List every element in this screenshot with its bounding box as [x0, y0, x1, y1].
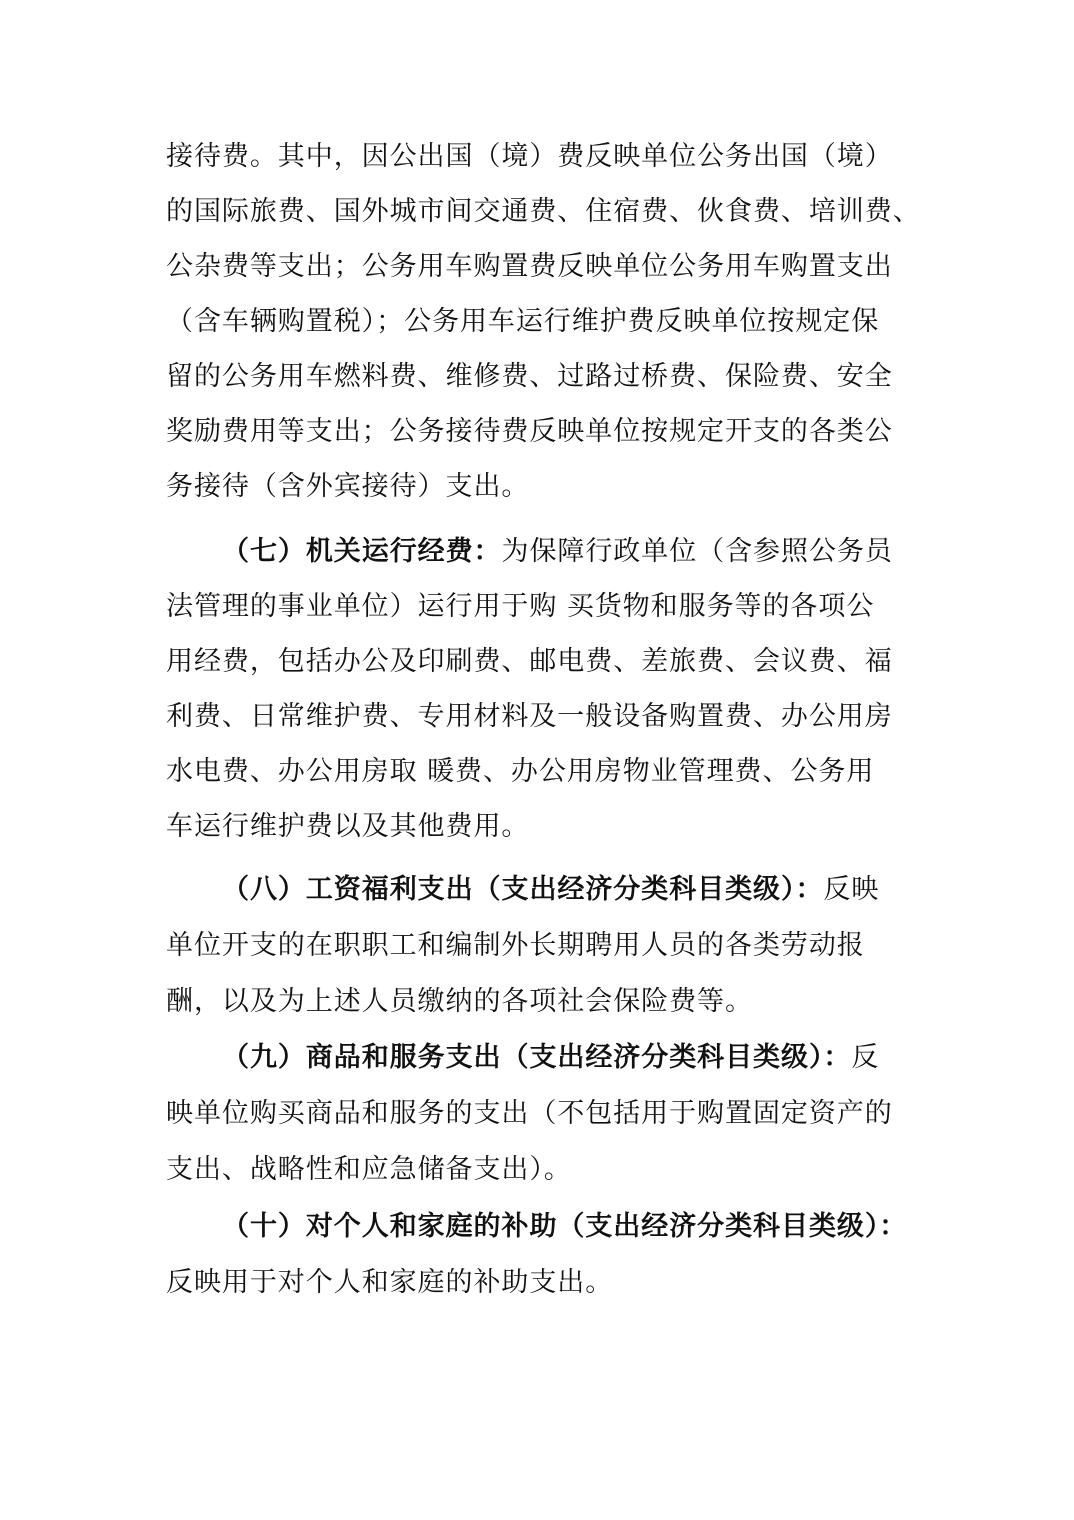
paragraph-text: 反映	[823, 874, 880, 905]
section-heading: （九）商品和服务支出（支出经济分类科目类级）：	[222, 1042, 852, 1073]
section-heading: （八）工资福利支出（支出经济分类科目类级）：	[222, 874, 824, 905]
paragraph-line: 车运行维护费以及其他费用。	[166, 811, 530, 842]
paragraph-line: 单位开支的在职职工和编制外长期聘用人员的各类劳动报	[166, 930, 865, 961]
paragraph-text: 为保障行政单位（含参照公务员	[501, 536, 893, 567]
paragraph-line: 接待费。其中，因公出国（境）费反映单位公务出国（境）	[166, 141, 893, 172]
paragraph-line: 水电费、办公用房取 暖费、办公用房物业管理费、公务用	[166, 756, 875, 787]
paragraph-line: 务接待（含外宾接待）支出。	[166, 471, 530, 502]
paragraph-line: 反映用于对个人和家庭的补助支出。	[166, 1267, 614, 1298]
paragraph-first-line	[222, 1207, 926, 1247]
paragraph-line: （含车辆购置税）；公务用车运行维护费反映单位按规定保	[166, 306, 880, 337]
paragraph-line: 利费、日常维护费、专用材料及一般设备购置费、办公用房	[166, 701, 893, 732]
paragraph-line: 用经费，包括办公及印刷费、邮电费、差旅费、会议费、福	[166, 646, 893, 677]
paragraph-line: 支出、战略性和应急储备支出）。	[166, 1154, 572, 1185]
paragraph-line: 的国际旅费、国外城市间交通费、住宿费、伙食费、培训费、	[166, 196, 921, 227]
paragraph-first-line	[222, 532, 926, 572]
section-heading: （十）对个人和家庭的补助（支出经济分类科目类级）：	[222, 1211, 908, 1242]
paragraph-line: 映单位购买商品和服务的支出（不包括用于购置固定资产的	[166, 1098, 893, 1129]
paragraph-line: 酬，以及为上述人员缴纳的各项社会保险费等。	[166, 986, 753, 1017]
paragraph-line: 留的公务用车燃料费、维修费、过路过桥费、保险费、安全	[166, 361, 893, 392]
paragraph-line: 法管理的事业单位）运行用于购 买货物和服务等的各项公	[166, 591, 875, 622]
paragraph-line: 公杂费等支出；公务用车购置费反映单位公务用车购置支出	[166, 251, 893, 282]
paragraph-first-line	[222, 870, 926, 910]
paragraph-first-line	[222, 1038, 926, 1078]
paragraph-line: 奖励费用等支出；公务接待费反映单位按规定开支的各类公	[166, 416, 893, 447]
section-heading: （七）机关运行经费：	[222, 536, 502, 567]
paragraph-text: 反	[851, 1042, 880, 1073]
